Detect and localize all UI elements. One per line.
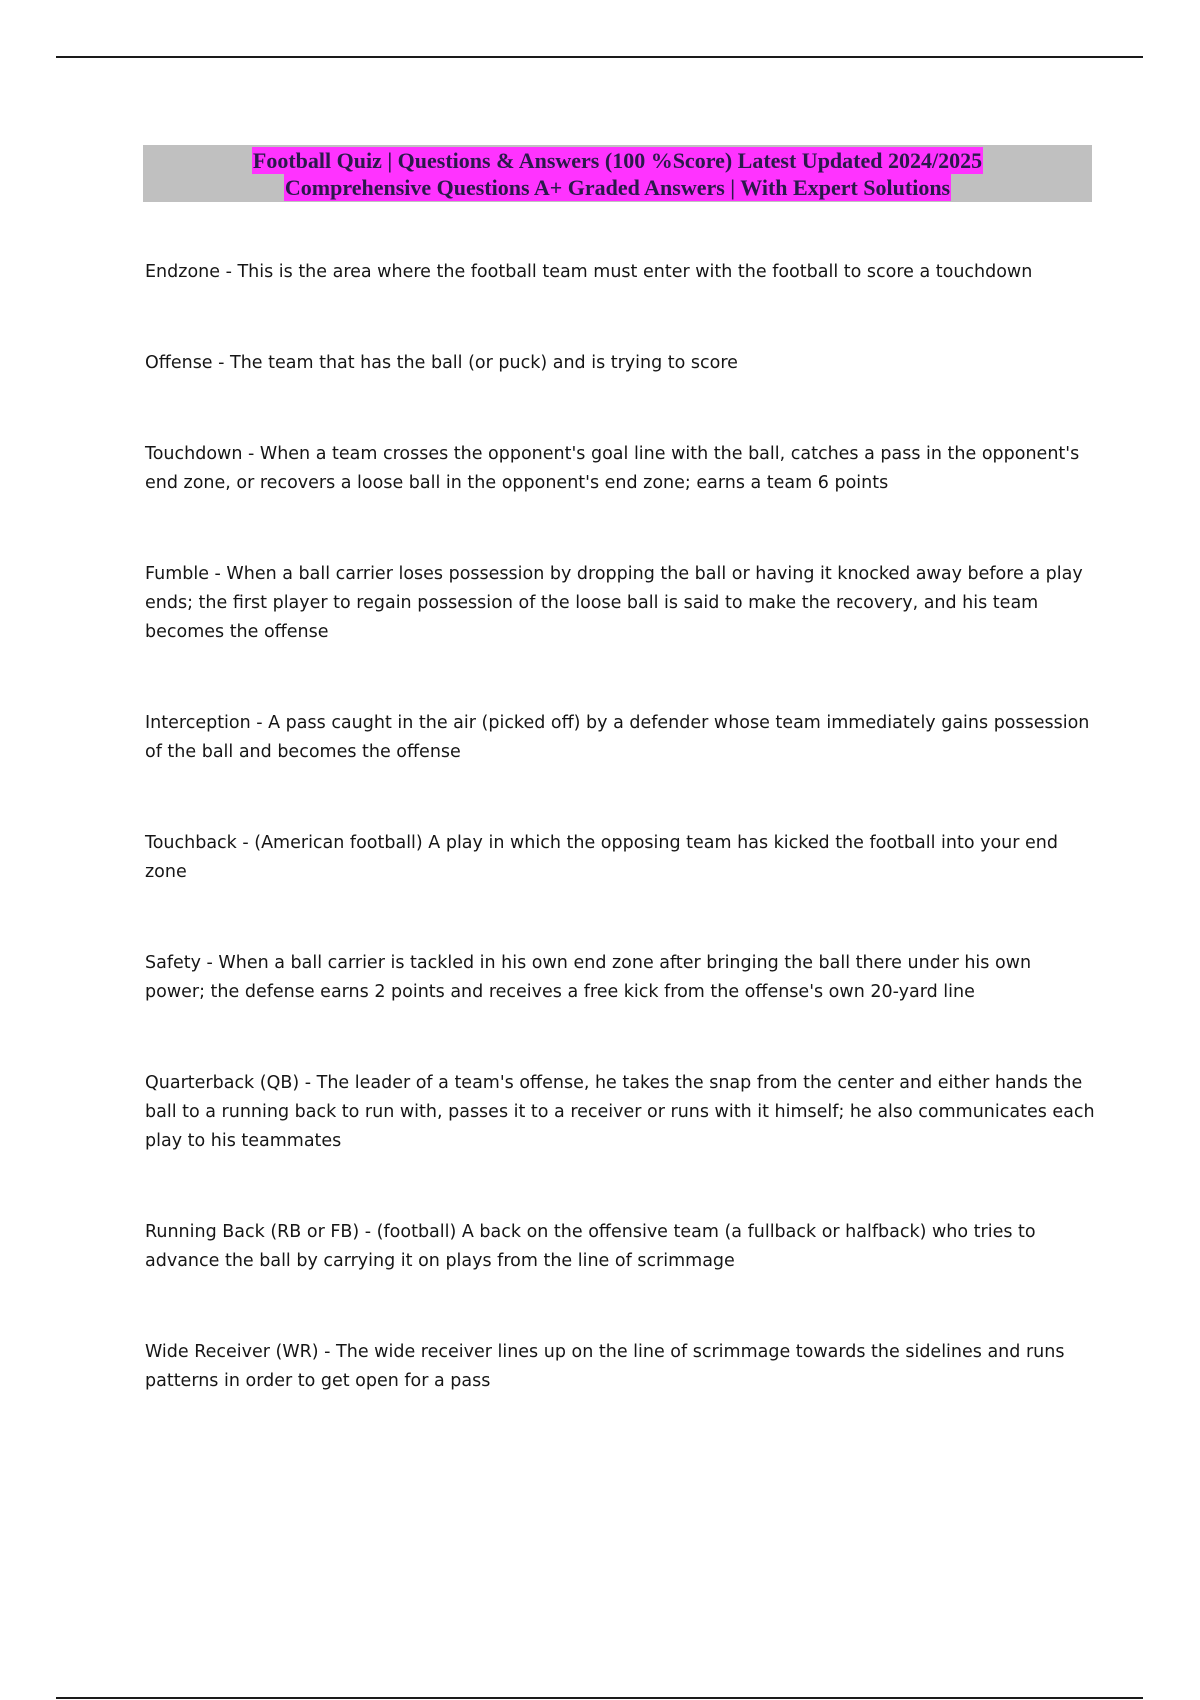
term-wide-receiver: Wide Receiver (WR) - The wide receiver lines up on the line of scrimmage towards the sidelines and runs patterns in order to get open for a pass [145, 1342, 1065, 1391]
term-list [145, 258, 1095, 1396]
term-running-back: Running Back (RB or FB) - (football) A back on the offensive team (a fullback or halfback) who tries to advance the ball by carrying it on plays from the line of scrimmage [145, 1222, 1036, 1271]
term-endzone: Endzone - This is the area where the football team must enter with the football to score a touchdown [145, 262, 1033, 282]
term-offense: Offense - The team that has the ball (or puck) and is trying to score [145, 353, 738, 373]
term-interception: Interception - A pass caught in the air (picked off) by a defender whose team immediately gains possession of the ball and becomes the offense [145, 713, 1090, 762]
document-title-box [143, 145, 1092, 202]
term-touchdown: Touchdown - When a team crosses the opponent's goal line with the ball, catches a pass in the opponent's end zone, or recovers a loose ball in the opponent's end zone; earns a team 6 points [145, 444, 1080, 493]
term-fumble: Fumble - When a ball carrier loses possession by dropping the ball or having it knocked away before a play ends; the first player to regain possession of the loose ball is said to make the recovery, and his team becomes the offense [145, 564, 1083, 642]
document-title-line-1: Football Quiz | Questions & Answers (100 %Score) Latest Updated 2024/2025 [252, 147, 983, 173]
term-touchback: Touchback - (American football) A play in which the opposing team has kicked the football into your end zone [145, 833, 1058, 882]
top-rule [56, 56, 1143, 58]
document-title-line-2: Comprehensive Questions A+ Graded Answers | With Expert Solutions [284, 174, 951, 200]
term-safety: Safety - When a ball carrier is tackled in his own end zone after bringing the ball there under his own power; the defense earns 2 points and receives a free kick from the offense's own 20-yard line [145, 953, 1032, 1002]
term-quarterback: Quarterback (QB) - The leader of a team's offense, he takes the snap from the center and either hands the ball to a running back to run with, passes it to a receiver or runs with it himself; he also communicates each play to his teammates [145, 1073, 1095, 1151]
bottom-rule [56, 1697, 1143, 1699]
